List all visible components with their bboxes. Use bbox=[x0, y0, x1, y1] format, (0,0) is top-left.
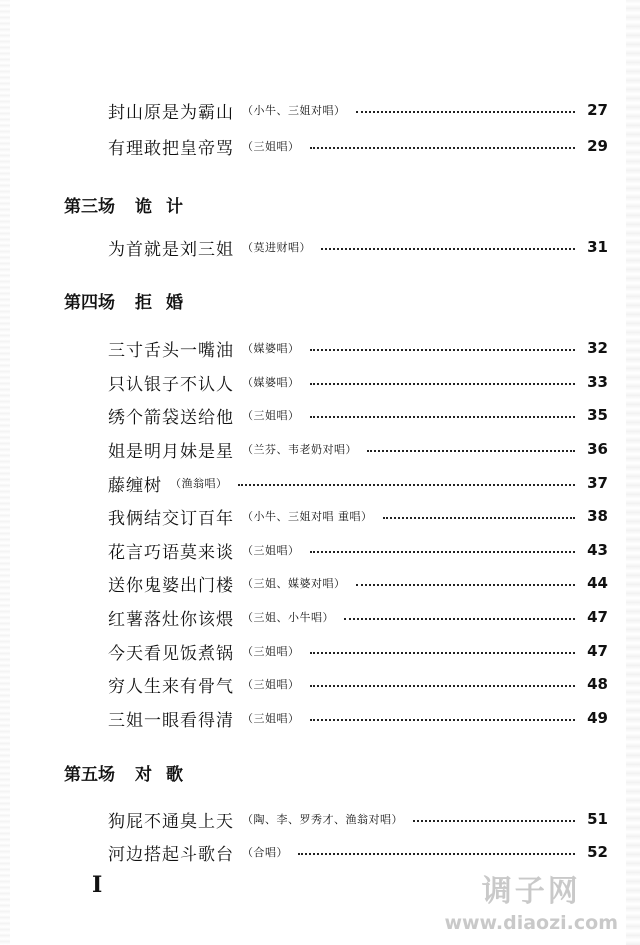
entry-note: （莫进财唱） bbox=[242, 241, 311, 254]
entry-page-number: 36 bbox=[587, 440, 608, 458]
entry-title: 我俩结交订百年 bbox=[108, 508, 234, 529]
entry-page-number: 49 bbox=[587, 709, 608, 727]
toc-entry bbox=[108, 369, 608, 395]
watermark bbox=[444, 866, 618, 934]
entry-note: （媒婆唱） bbox=[242, 342, 300, 355]
entry-title: 三寸舌头一嘴油 bbox=[108, 340, 234, 361]
toc-entry bbox=[108, 234, 608, 260]
dot-leader bbox=[356, 584, 576, 586]
entry-title: 藤缠树 bbox=[108, 475, 162, 496]
page-folio: I bbox=[92, 872, 103, 898]
entry-page-number: 44 bbox=[587, 574, 608, 592]
entry-title: 姐是明月妹是星 bbox=[108, 441, 234, 462]
dot-leader bbox=[310, 147, 576, 149]
scene-title: 拒婚 bbox=[135, 292, 197, 313]
dot-leader bbox=[310, 349, 576, 351]
entry-page-number: 47 bbox=[587, 642, 608, 660]
entry-title: 送你鬼婆出门楼 bbox=[108, 575, 234, 596]
entry-note: （渔翁唱） bbox=[170, 477, 228, 490]
toc-entry bbox=[108, 503, 608, 529]
entry-title: 有理敢把皇帝骂 bbox=[108, 138, 234, 159]
entry-page-number: 33 bbox=[587, 373, 608, 391]
scene-label: 第五场 bbox=[64, 764, 115, 785]
entry-page-number: 31 bbox=[587, 238, 608, 256]
entry-page-number: 52 bbox=[587, 843, 608, 861]
entry-page-number: 27 bbox=[587, 101, 608, 119]
entry-note: （媒婆唱） bbox=[242, 376, 300, 389]
toc-entry bbox=[108, 436, 608, 462]
entry-note: （三姐、媒婆对唱） bbox=[242, 577, 346, 590]
entry-note: （小牛、三姐对唱 重唱） bbox=[242, 510, 373, 523]
dot-leader bbox=[298, 853, 575, 855]
toc-entry bbox=[108, 570, 608, 596]
entry-page-number: 35 bbox=[587, 406, 608, 424]
dot-leader bbox=[321, 248, 575, 250]
toc-entry bbox=[108, 806, 608, 832]
entry-note: （三姐唱） bbox=[242, 409, 300, 422]
entry-note: （三姐、小牛唱） bbox=[242, 611, 334, 624]
entry-page-number: 29 bbox=[587, 137, 608, 155]
toc-entry bbox=[108, 470, 608, 496]
toc-entry bbox=[108, 133, 608, 159]
dot-leader bbox=[310, 551, 576, 553]
watermark-url: www.diaozi.com bbox=[444, 912, 618, 934]
scene-label: 第四场 bbox=[64, 292, 115, 313]
entry-note: （三姐唱） bbox=[242, 678, 300, 691]
scene-title: 诡计 bbox=[135, 196, 197, 217]
entry-note: （小牛、三姐对唱） bbox=[242, 104, 346, 117]
entry-title: 河边搭起斗歌台 bbox=[108, 844, 234, 865]
dot-leader bbox=[310, 652, 576, 654]
toc-entry bbox=[108, 671, 608, 697]
entry-note: （合唱） bbox=[242, 846, 288, 859]
entry-note: （陶、李、罗秀才、渔翁对唱） bbox=[242, 813, 403, 826]
dot-leader bbox=[383, 517, 576, 519]
toc-entry bbox=[108, 537, 608, 563]
toc-entry bbox=[108, 335, 608, 361]
dot-leader bbox=[310, 685, 576, 687]
entry-note: （三姐唱） bbox=[242, 712, 300, 725]
scene-label: 第三场 bbox=[64, 196, 115, 217]
scene-heading bbox=[64, 190, 197, 218]
entry-note: （兰芬、韦老奶对唱） bbox=[242, 443, 357, 456]
entry-title: 只认银子不认人 bbox=[108, 374, 234, 395]
page-edge-left bbox=[0, 0, 10, 945]
scene-heading bbox=[64, 758, 197, 786]
entry-page-number: 47 bbox=[587, 608, 608, 626]
dot-leader bbox=[344, 618, 575, 620]
entry-page-number: 37 bbox=[587, 474, 608, 492]
dot-leader bbox=[310, 383, 576, 385]
dot-leader bbox=[413, 820, 575, 822]
toc-entry bbox=[108, 402, 608, 428]
entry-note: （三姐唱） bbox=[242, 544, 300, 557]
entry-title: 今天看见饭煮锅 bbox=[108, 643, 234, 664]
entry-title: 绣个箭袋送给他 bbox=[108, 407, 234, 428]
dot-leader bbox=[367, 450, 575, 452]
page-edge-right bbox=[626, 0, 640, 945]
entry-note: （三姐唱） bbox=[242, 140, 300, 153]
dot-leader bbox=[310, 416, 576, 418]
entry-page-number: 51 bbox=[587, 810, 608, 828]
entry-page-number: 48 bbox=[587, 675, 608, 693]
toc-entry bbox=[108, 97, 608, 123]
entry-note: （三姐唱） bbox=[242, 645, 300, 658]
entry-page-number: 38 bbox=[587, 507, 608, 525]
entry-title: 红薯落灶你该煨 bbox=[108, 609, 234, 630]
entry-title: 三姐一眼看得清 bbox=[108, 710, 234, 731]
dot-leader bbox=[356, 111, 576, 113]
watermark-name: 调子网 bbox=[481, 874, 581, 909]
entry-page-number: 32 bbox=[587, 339, 608, 357]
toc-entry bbox=[108, 638, 608, 664]
entry-page-number: 43 bbox=[587, 541, 608, 559]
entry-title: 封山原是为霸山 bbox=[108, 102, 234, 123]
dot-leader bbox=[238, 484, 576, 486]
toc-entry bbox=[108, 604, 608, 630]
dot-leader bbox=[310, 719, 576, 721]
entry-title: 穷人生来有骨气 bbox=[108, 676, 234, 697]
scene-title: 对歌 bbox=[135, 764, 197, 785]
toc-entry bbox=[108, 705, 608, 731]
entry-title: 狗屁不通臭上天 bbox=[108, 811, 234, 832]
entry-title: 花言巧语莫来谈 bbox=[108, 542, 234, 563]
entry-title: 为首就是刘三姐 bbox=[108, 239, 234, 260]
scene-heading bbox=[64, 286, 197, 314]
toc-entry bbox=[108, 839, 608, 865]
